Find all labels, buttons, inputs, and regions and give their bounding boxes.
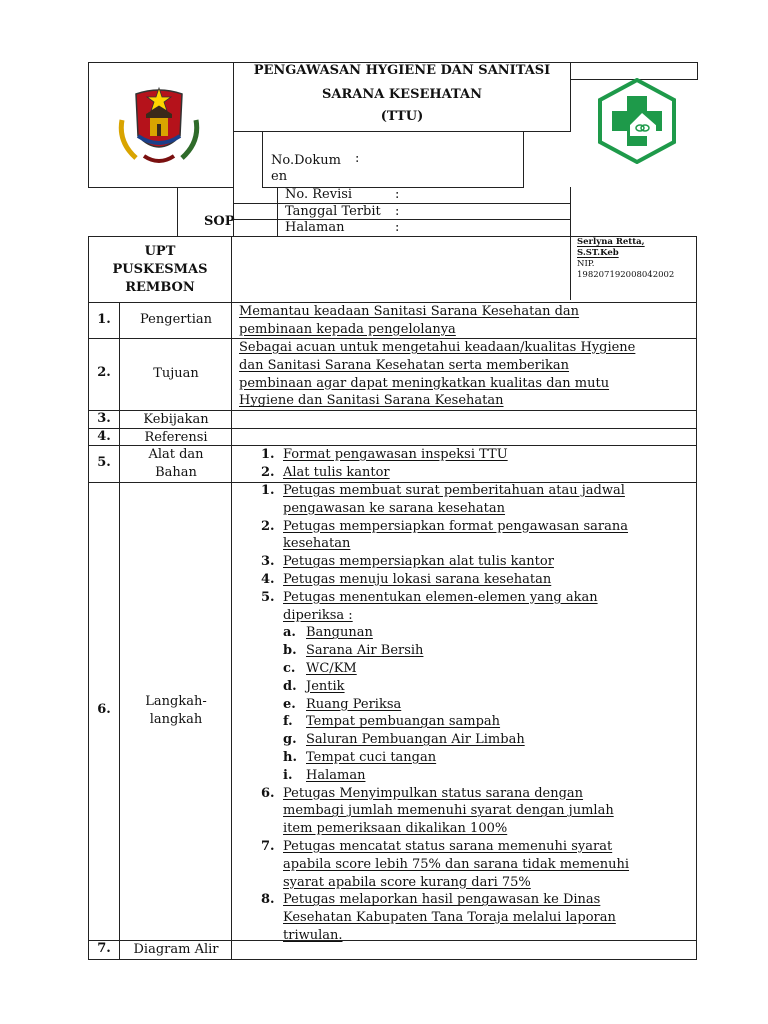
page-title-line3: (TTU) bbox=[380, 109, 424, 124]
row-alat-bahan: 5. Alat dan Bahan 1. Format pengawasan inspeksi TTU 2. Alat tulis kantor bbox=[89, 445, 696, 482]
row-label-line: Langkah- bbox=[145, 694, 207, 709]
no-dokumen-label: No.Dokum bbox=[271, 153, 341, 168]
org-cell bbox=[89, 237, 231, 302]
row-label: Referensi bbox=[144, 430, 208, 445]
signatory-nip: 198207192008042002 bbox=[577, 270, 675, 280]
signatory-nip-label: NIP. bbox=[577, 259, 595, 269]
sop-label: SOP bbox=[204, 214, 235, 229]
row-number: 4. bbox=[97, 429, 111, 444]
no-revisi-colon: : bbox=[395, 187, 400, 202]
no-revisi-label: No. Revisi bbox=[285, 187, 353, 202]
row-label-line: Bahan bbox=[155, 465, 197, 480]
row-number: 6. bbox=[97, 702, 111, 717]
row-number: 5. bbox=[97, 455, 111, 470]
row-label bbox=[120, 693, 232, 729]
sop-table bbox=[88, 236, 697, 960]
row-label: Kebijakan bbox=[143, 412, 209, 427]
row-number: 2. bbox=[97, 365, 111, 380]
row-label: Pengertian bbox=[140, 312, 212, 327]
no-dokumen-label-cont: en bbox=[271, 169, 288, 184]
row-label: Tujuan bbox=[153, 366, 199, 381]
signatory-name: Serlyna Retta, bbox=[577, 237, 645, 247]
page-title-line1: PENGAWASAN HYGIENE DAN SANITASI bbox=[253, 63, 551, 78]
row-label bbox=[120, 446, 232, 482]
tanggal-terbit-colon: : bbox=[395, 204, 400, 219]
org-line2: PUSKESMAS bbox=[112, 262, 208, 277]
signatory-title: S.ST.Keb bbox=[577, 248, 619, 258]
halaman-label: Halaman bbox=[285, 220, 345, 235]
content-line: pembinaan kepada pengelolanya bbox=[239, 321, 456, 337]
row-label-line: langkah bbox=[149, 712, 203, 727]
content-line: Hygiene dan Sanitasi Sarana Kesehatan bbox=[239, 393, 504, 409]
content-line: dan Sanitasi Sarana Kesehatan serta memberikan bbox=[239, 357, 570, 373]
no-dokumen-colon: : bbox=[355, 151, 360, 166]
health-cross-logo-icon bbox=[594, 78, 680, 164]
row-number: 1. bbox=[97, 312, 111, 327]
row-kebijakan bbox=[89, 410, 696, 428]
content-line: Memantau keadaan Sanitasi Sarana Kesehatan dan bbox=[239, 304, 580, 319]
row-tujuan bbox=[89, 338, 696, 410]
row-number: 7. bbox=[97, 941, 111, 956]
content-line: pembinaan agar dapat meningkatkan kualitas dan mutu bbox=[239, 375, 610, 391]
row-referensi bbox=[89, 428, 696, 445]
row-langkah: 6. Langkah- langkah 1. Petugas membuat surat pemberitahuan atau jadwal pengawasan ke sarana kesehatan 2. Petugas mempersiapkan format pengawasan sarana kesehatan 3. Petugas mempersiapkan alat tulis kantor 4. Petugas menuju lokasi sarana kesehatan 5. Petugas menentukan elemen-elemen yang akan diperiksa : a. Bangunan b. Sarana Air Bersih c. WC/KM d. Jentik e. Ruang Periksa f. Tempat pembuangan sampah g. Saluran Pembuangan Air Limbah h. Tempat cuci tangan i. Halaman 6. Petugas Menyimpulkan status sarana dengan membagi jumlah memenuhi syarat dengan jumlah item pemeriksaan dikalikan 100% 7. Petugas mencatat status sarana memenuhi syarat apabila score lebih 75% dan sarana tidak memenuhi syarat apabila score kurang dari 75% 8. Petugas melaporkan hasil pengawasan ke Dinas Kesehatan Kabupaten Tana Toraja melalui laporan triwulan. bbox=[89, 482, 696, 944]
row-label: Diagram Alir bbox=[133, 942, 219, 957]
content-line: Sebagai acuan untuk mengetahui keadaan/kualitas Hygiene bbox=[239, 340, 636, 355]
org-line3: REMBON bbox=[125, 280, 195, 295]
regency-emblem-icon bbox=[114, 80, 204, 170]
signatory-cell bbox=[577, 237, 695, 302]
org-line1: UPT bbox=[144, 244, 176, 259]
halaman-colon: : bbox=[395, 220, 400, 235]
row-number: 3. bbox=[97, 411, 111, 426]
row-pengertian bbox=[89, 302, 696, 338]
row-label-line: Alat dan bbox=[148, 447, 204, 462]
tanggal-terbit-label: Tanggal Terbit bbox=[285, 204, 381, 219]
row-diagram-alir bbox=[89, 940, 696, 959]
page-title-line2: SARANA KESEHATAN bbox=[322, 87, 482, 102]
